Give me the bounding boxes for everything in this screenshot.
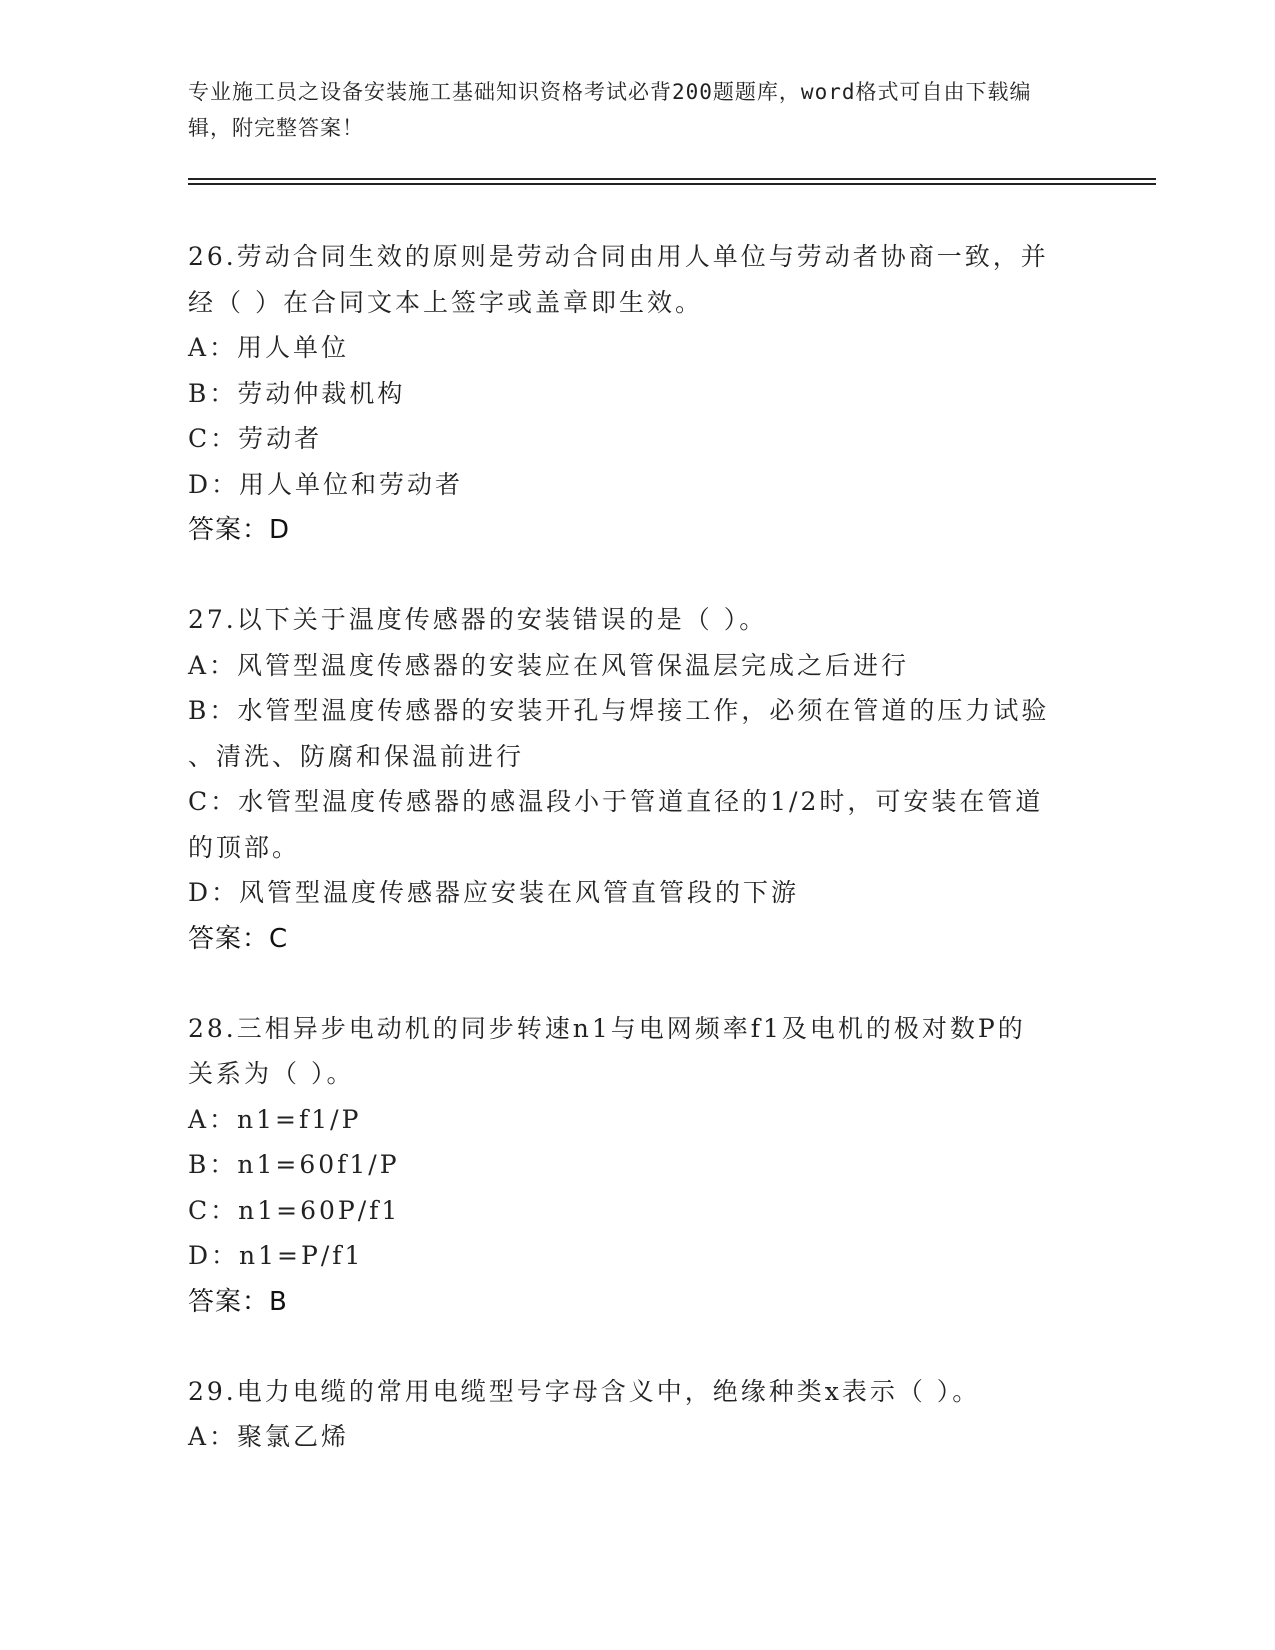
question-stem-line: 关系为（ ）。 — [188, 1059, 355, 1088]
question-list — [188, 234, 1088, 1504]
header-rule-bottom — [188, 183, 1156, 185]
option-line: B：水管型温度传感器的安装开孔与焊接工作，必须在管道的压力试验 — [188, 696, 1050, 725]
document-header: 专业施工员之设备安装施工基础知识资格考试必背200题题库，word格式可自由下载编辑，附完整答案！ — [188, 80, 1032, 140]
question-stem-line: 28.三相异步电动机的同步转速n1与电网频率f1及电机的极对数P的 — [188, 1013, 1026, 1043]
option-line: 、清洗、防腐和保温前进行 — [188, 741, 525, 771]
question-stem-line: 26.劳动合同生效的原则是劳动合同由用人单位与劳动者协商一致，并 — [188, 242, 1049, 271]
answer-line: 答案：D — [188, 515, 291, 545]
option-line: C：劳动者 — [188, 424, 323, 453]
option-line: B：劳动仲裁机构 — [188, 378, 406, 408]
option-line: A：聚氯乙烯 — [188, 1422, 350, 1451]
question-block — [188, 597, 1088, 962]
question-block — [188, 1006, 1088, 1325]
option-line: 的顶部。 — [188, 832, 301, 862]
header-rule-top — [188, 178, 1156, 180]
option-line: B：n1=60f1/P — [188, 1150, 400, 1179]
answer-line: 答案：B — [188, 1286, 288, 1317]
option-line: D：n1=P/f1 — [188, 1241, 364, 1270]
option-line: D：风管型温度传感器应安装在风管直管段的下游 — [188, 878, 800, 907]
answer-line: 答案：C — [188, 923, 289, 954]
question-stem-line: 27.以下关于温度传感器的安装错误的是（ ）。 — [188, 605, 768, 634]
option-line: C：水管型温度传感器的感温段小于管道直径的1/2时，可安装在管道 — [188, 787, 1044, 816]
option-line: A：用人单位 — [188, 333, 350, 362]
question-stem-line: 经（ ）在合同文本上签字或盖章即生效。 — [188, 287, 703, 317]
question-block — [188, 1369, 1088, 1460]
option-line: C：n1=60P/f1 — [188, 1195, 401, 1225]
option-line: A：风管型温度传感器的安装应在风管保温层完成之后进行 — [188, 650, 910, 680]
question-stem-line: 29.电力电缆的常用电缆型号字母含义中，绝缘种类x表示（ ）。 — [188, 1376, 981, 1406]
option-line: D：用人单位和劳动者 — [188, 469, 464, 499]
question-block — [188, 234, 1088, 553]
option-line: A：n1=f1/P — [188, 1104, 362, 1134]
